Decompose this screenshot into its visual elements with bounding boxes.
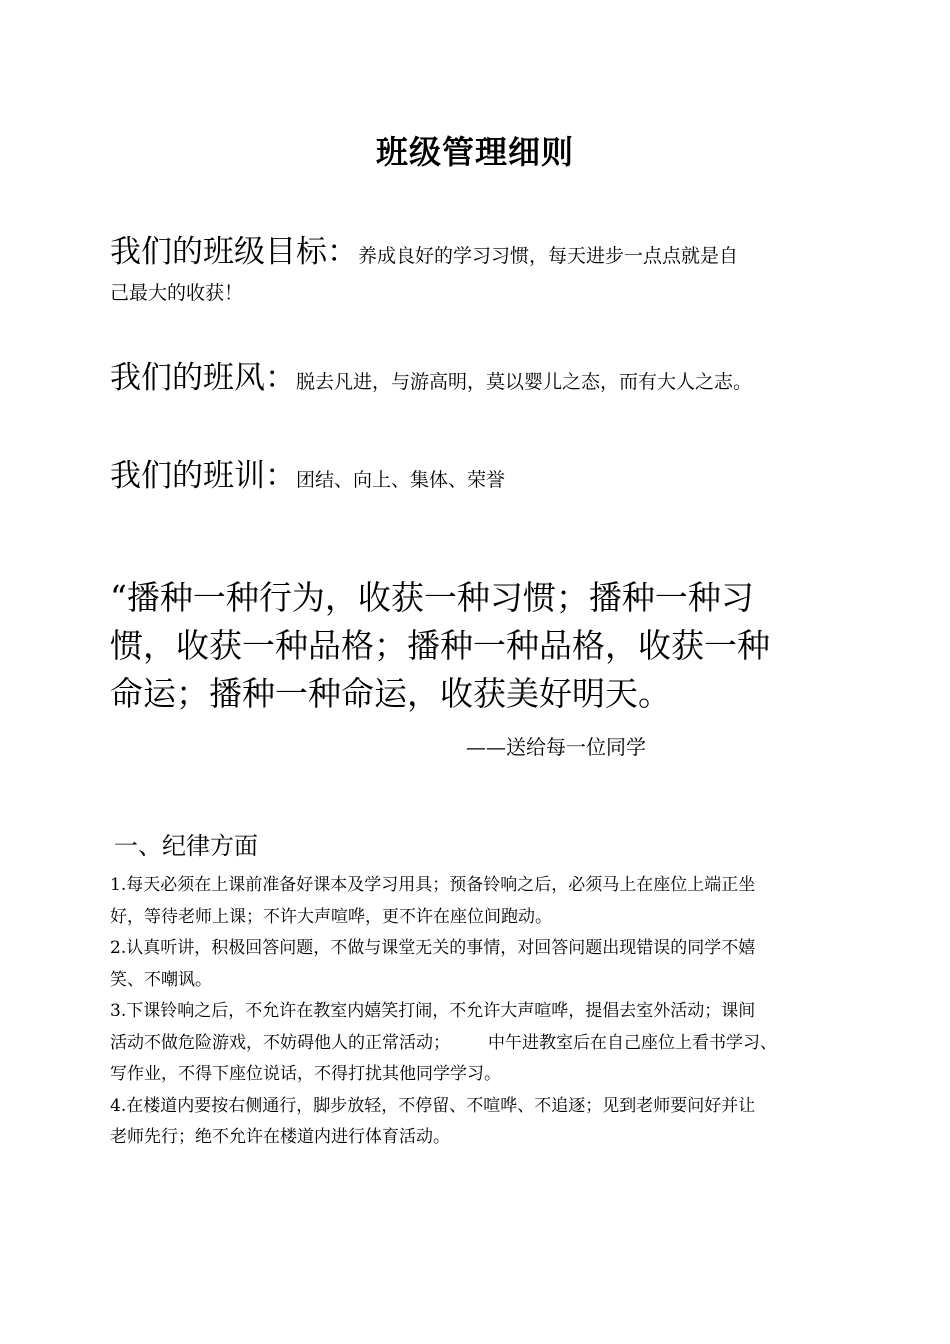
document-title: 班级管理细则 <box>375 133 574 171</box>
class-goal <box>110 228 845 310</box>
quote-line: 惯，收获一种品格；播种一种品格，收获一种 <box>110 626 770 665</box>
rule-item <box>110 996 845 1091</box>
class-style-text: 脱去凡进，与游高明，莫以婴儿之态，而有大人之志。 <box>296 371 753 393</box>
rule-item <box>110 933 845 996</box>
class-style-label: 我们的班风： <box>110 360 296 396</box>
rule-line: 2.认真听讲，积极回答问题，不做与课堂无关的事情，对回答问题出现错误的同学不嬉 <box>110 938 756 958</box>
class-motto-label: 我们的班训： <box>110 458 296 494</box>
rule-line: 好，等待老师上课；不许大声喧哗，更不许在座位间跑动。 <box>110 906 552 927</box>
rule-line: 4.在楼道内要按右侧通行，脚步放轻，不停留、不喧哗、不追逐；见到老师要问好并让 <box>110 1095 756 1116</box>
rules-list <box>110 870 845 1154</box>
class-goal-text-line1: 养成良好的学习习惯，每天进步一点点就是自 <box>358 245 739 267</box>
quote-block <box>110 574 845 718</box>
quote-line: 命运；播种一种命运，收获美好明天。 <box>110 674 671 713</box>
rule-item <box>110 870 845 933</box>
class-style <box>110 354 845 402</box>
rule-line: 3.下课铃响之后，不允许在教室内嬉笑打闹，不允许大声喧哗，提倡去室外活动；课间 <box>110 1001 756 1021</box>
class-goal-label: 我们的班级目标： <box>110 234 358 270</box>
quote-line: “播种一种行为，收获一种习惯；播种一种习 <box>110 578 754 617</box>
rule-line: 1.每天必须在上课前准备好课本及学习用具；预备铃响之后，必须马上在座位上端正坐 <box>110 875 756 895</box>
rule-line: 活动不做危险游戏，不妨碍他人的正常活动； <box>110 1032 450 1053</box>
section-heading: 一、纪律方面 <box>114 832 258 860</box>
rule-line: 写作业，不得下座位说话，不得打扰其他同学学习。 <box>110 1064 501 1084</box>
rule-line: 老师先行；绝不允许在楼道内进行体育活动。 <box>110 1127 450 1147</box>
class-goal-text-line2: 己最大的收获！ <box>110 282 244 304</box>
quote-signature: ——送给每一位同学 <box>466 735 646 759</box>
rule-item <box>110 1091 845 1154</box>
rule-line: 笑、不嘲讽。 <box>110 969 212 990</box>
class-motto-text: 团结、向上、集体、荣誉 <box>296 469 506 491</box>
rule-line: 中午进教室后在自己座位上看书学习、 <box>488 1032 777 1053</box>
class-motto <box>110 452 845 500</box>
